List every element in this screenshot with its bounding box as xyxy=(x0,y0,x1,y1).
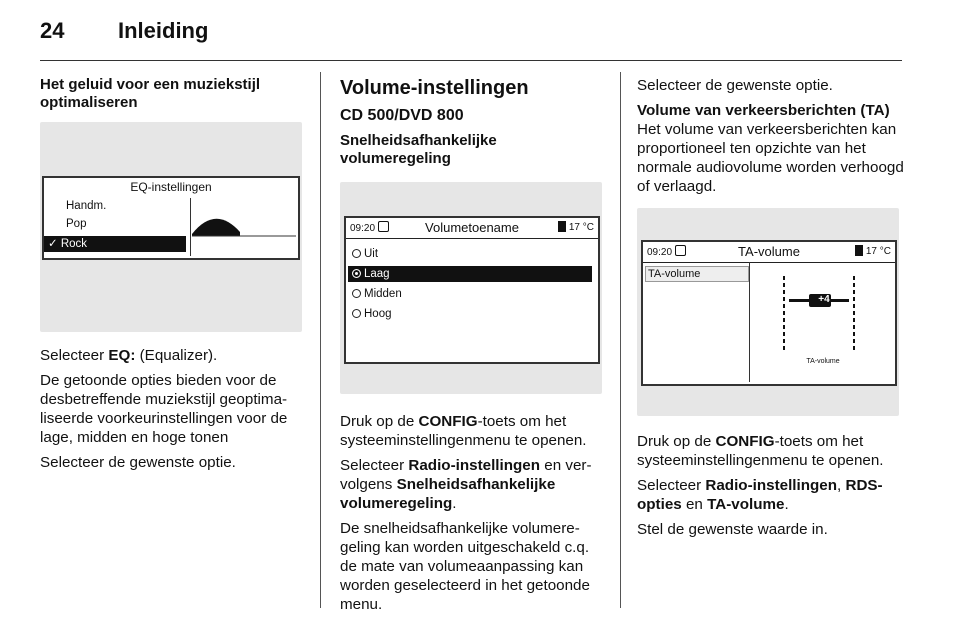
radio-icon xyxy=(352,289,361,298)
paragraph: De snelheidsafhankelijke volumere-geling kan worden uitgeschakeld c.q. de mate van volumeaanpassing kan worden geselecteerd in het getoonde menu. xyxy=(340,520,590,613)
eq-screenshot xyxy=(40,122,302,332)
subsection-heading: Volume van verkeersberichten (TA) xyxy=(637,102,890,119)
page-header xyxy=(40,18,208,44)
paragraph: Selecteer de gewenste optie. xyxy=(40,454,236,471)
column-divider-1 xyxy=(320,72,321,608)
section-title: Volume-instellingen xyxy=(340,77,529,99)
column-1 xyxy=(40,76,305,122)
slider-label: TA-volume xyxy=(806,358,840,365)
column-3 xyxy=(637,76,905,202)
temperature: 17 °C xyxy=(855,245,891,257)
thermometer-icon xyxy=(855,245,863,256)
paragraph: Selecteer Radio-instellingen, RDS-opties en TA-volume. xyxy=(637,477,883,513)
section-subtitle: CD 500/DVD 800 xyxy=(340,107,464,124)
eq-item-pop: Pop xyxy=(66,218,87,230)
ta-divider xyxy=(749,262,750,382)
check-icon: ✓ xyxy=(48,238,58,250)
list-item-ta-volume: TA-volume xyxy=(645,266,749,282)
temperature: 17 °C xyxy=(558,221,594,233)
page-title: Inleiding xyxy=(118,18,209,43)
paragraph: Druk op de CONFIG-toets om het systeeminstellingenmenu te openen. xyxy=(637,433,884,469)
eq-item-rock-selected xyxy=(44,236,186,252)
paragraph: De getoonde opties bieden voor de desbetreffende muziekstijl geoptima-liseerde voorkeurinstellingen voor de lage, midden en hoge tonen xyxy=(40,372,288,446)
thermometer-icon xyxy=(558,221,566,232)
status-bar xyxy=(643,242,895,263)
radio-icon xyxy=(352,249,361,258)
column-divider-2 xyxy=(620,72,621,608)
column-1-text xyxy=(40,346,305,478)
ta-volume-slider xyxy=(773,276,883,366)
page-number: 24 xyxy=(40,18,65,43)
clock: 09:20 xyxy=(350,221,389,234)
volume-screenshot xyxy=(340,182,602,394)
paragraph: Het volume van verkeersberichten kan proportioneel ten opzichte van het normale audiovolume worden verhoogd of verlaagd. xyxy=(637,121,904,195)
paragraph: Druk op de CONFIG-toets om het systeeminstellingenmenu te openen. xyxy=(340,413,587,449)
header-rule xyxy=(40,60,902,61)
eq-screen-title: EQ-instellingen xyxy=(130,180,212,194)
status-bar xyxy=(346,218,598,239)
eq-divider xyxy=(190,198,191,256)
eq-item-rock: Rock xyxy=(60,238,88,250)
paragraph: Selecteer EQ: (Equalizer). xyxy=(40,347,218,364)
eq-curve-graphic xyxy=(192,200,296,256)
screen-title: TA-volume xyxy=(738,244,800,259)
option-laag-selected: Laag xyxy=(348,266,592,282)
column-3-text xyxy=(637,432,905,545)
paragraph: Stel de gewenste waarde in. xyxy=(637,521,828,538)
ta-volume-screenshot xyxy=(637,208,899,416)
clock: 09:20 xyxy=(647,245,686,258)
ta-volume-value: +4 xyxy=(818,294,830,305)
eq-item-handm: Handm. xyxy=(66,200,107,212)
radio-icon xyxy=(352,309,361,318)
eq-screen xyxy=(42,176,300,260)
subsection-heading: Snelheidsafhankelijke volumeregeling xyxy=(340,132,497,167)
ta-volume-screen xyxy=(641,240,897,386)
option-midden: Midden xyxy=(348,286,592,302)
section-heading: Het geluid voor een muziekstijl optimaliseren xyxy=(40,76,261,111)
volume-screen xyxy=(344,216,600,364)
option-uit: Uit xyxy=(348,246,592,262)
screen-title: Volumetoename xyxy=(425,220,519,235)
option-hoog: Hoog xyxy=(348,306,592,322)
column-2 xyxy=(340,76,608,178)
radio-selected-icon xyxy=(352,269,361,278)
column-2-text xyxy=(340,412,608,620)
paragraph: Selecteer de gewenste optie. xyxy=(637,77,833,94)
paragraph: Selecteer Radio-instellingen en ver-volgens Snelheidsafhankelijke volumeregeling. xyxy=(340,457,592,512)
